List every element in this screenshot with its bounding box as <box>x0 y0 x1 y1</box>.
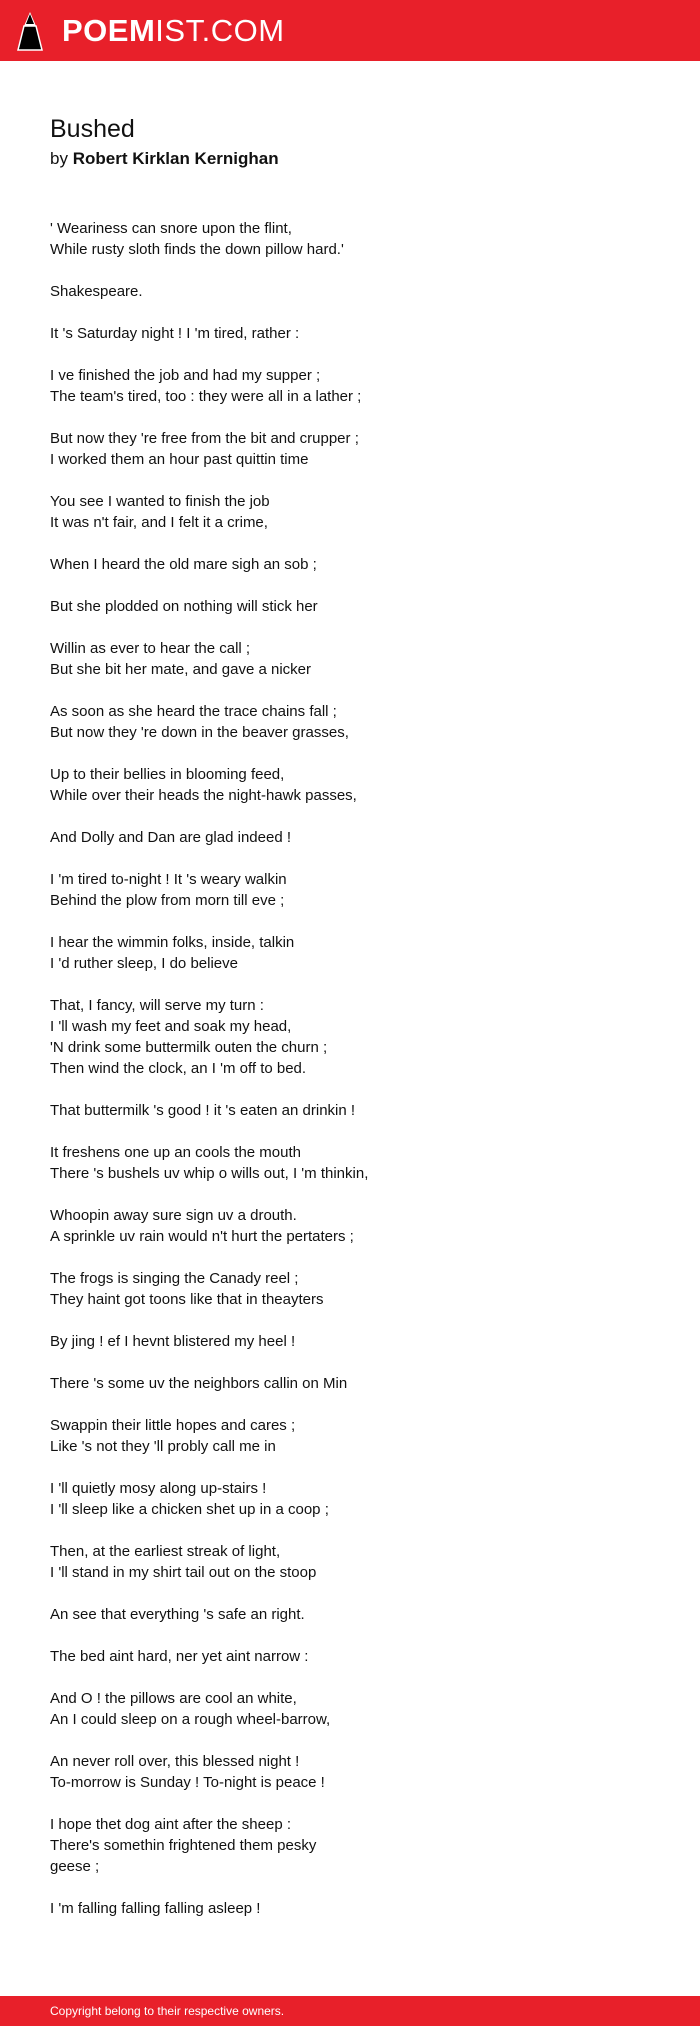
poem-stanza <box>50 1373 650 1394</box>
poem-stanza <box>50 1100 650 1121</box>
poem-stanza <box>50 1331 650 1352</box>
poem-stanza <box>50 1646 650 1667</box>
poem-line: An see that everything 's safe an right. <box>50 1606 305 1623</box>
poem-line: Willin as ever to hear the call ; <box>50 640 251 657</box>
poem-stanza <box>50 1268 650 1310</box>
poem-stanza <box>50 932 650 974</box>
poem-body <box>50 218 650 1940</box>
poem-line: Swappin their little hopes and cares ; <box>50 1417 296 1434</box>
poem-stanza <box>50 218 650 260</box>
poem-stanza <box>50 1604 650 1625</box>
poem-line: They haint got toons like that in theayters <box>50 1291 324 1308</box>
poem-line: The frogs is singing the Canady reel ; <box>50 1270 299 1287</box>
poem-stanza <box>50 1814 650 1877</box>
poem-line: It was n't fair, and I felt it a crime, <box>50 514 268 531</box>
poem-line: I 'm tired to-night ! It 's weary walkin <box>50 871 287 888</box>
poem-stanza <box>50 1688 650 1730</box>
poem-stanza <box>50 428 650 470</box>
poem-line: It freshens one up an cools the mouth <box>50 1144 301 1161</box>
poem-line: ' Weariness can snore upon the flint, <box>50 220 292 237</box>
logo-light-part: IST.COM <box>155 13 285 48</box>
poem-line: But now they 're free from the bit and crupper ; <box>50 430 359 447</box>
poem-line: I worked them an hour past quittin time <box>50 451 309 468</box>
poem-line: I 'll sleep like a chicken shet up in a coop ; <box>50 1501 329 1518</box>
poem-line: I 'd ruther sleep, I do believe <box>50 955 238 972</box>
poem-line: geese ; <box>50 1858 100 1875</box>
poem-line: When I heard the old mare sigh an sob ; <box>50 556 317 573</box>
poem-stanza <box>50 764 650 806</box>
site-footer <box>0 1996 700 2026</box>
poem-title: Bushed <box>50 115 135 143</box>
poem-line: I ve finished the job and had my supper ; <box>50 367 321 384</box>
by-label: by <box>50 149 68 168</box>
poem-stanza <box>50 1751 650 1793</box>
poem-line: I 'll quietly mosy along up-stairs ! <box>50 1480 267 1497</box>
poem-line: And Dolly and Dan are glad indeed ! <box>50 829 291 846</box>
poem-line: That, I fancy, will serve my turn : <box>50 997 264 1014</box>
poem-line: By jing ! ef I hevnt blistered my heel ! <box>50 1333 296 1350</box>
poem-stanza <box>50 596 650 617</box>
poem-stanza <box>50 1142 650 1184</box>
poem-line: Whoopin away sure sign uv a drouth. <box>50 1207 297 1224</box>
poem-line: Up to their bellies in blooming feed, <box>50 766 285 783</box>
logo-bold-part: POEM <box>62 13 156 48</box>
poem-line: You see I wanted to finish the job <box>50 493 270 510</box>
poem-line: It 's Saturday night ! I 'm tired, rather : <box>50 325 300 342</box>
poem-line: Behind the plow from morn till eve ; <box>50 892 285 909</box>
poem-stanza <box>50 1541 650 1583</box>
poem-stanza <box>50 281 650 302</box>
poem-line: That buttermilk 's good ! it 's eaten an drinkin ! <box>50 1102 356 1119</box>
site-header <box>0 0 700 61</box>
poem-line: Shakespeare. <box>50 283 143 300</box>
poem-line: As soon as she heard the trace chains fall ; <box>50 703 337 720</box>
poem-line: There 's bushels uv whip o wills out, I 'm thinkin, <box>50 1165 369 1182</box>
poem-line: While over their heads the night-hawk passes, <box>50 787 357 804</box>
site-logo-text <box>62 13 285 49</box>
copyright-text: Copyright belong to their respective owners. <box>50 2004 285 2018</box>
poem-stanza <box>50 365 650 407</box>
author-link[interactable]: Robert Kirklan Kernighan <box>72 149 279 168</box>
poem-stanza <box>50 1205 650 1247</box>
poem-line: But now they 're down in the beaver grasses, <box>50 724 349 741</box>
poem-line: While rusty sloth finds the down pillow hard.' <box>50 241 344 258</box>
poem-line: A sprinkle uv rain would n't hurt the pertaters ; <box>50 1228 354 1245</box>
poem-stanza <box>50 701 650 743</box>
poem-line: There 's some uv the neighbors callin on Min <box>50 1375 348 1392</box>
poem-line: I 'm falling falling falling asleep ! <box>50 1900 261 1917</box>
poem-stanza <box>50 869 650 911</box>
poem-line: Then, at the earliest streak of light, <box>50 1543 281 1560</box>
poem-line: An I could sleep on a rough wheel-barrow, <box>50 1711 331 1728</box>
poem-stanza <box>50 491 650 533</box>
poem-line: I 'll stand in my shirt tail out on the stoop <box>50 1564 317 1581</box>
poem-stanza <box>50 827 650 848</box>
poem-line: 'N drink some buttermilk outen the churn ; <box>50 1039 328 1056</box>
pencil-icon <box>17 12 43 52</box>
poem-line: Like 's not they 'll probly call me in <box>50 1438 276 1455</box>
poem-line: And O ! the pillows are cool an white, <box>50 1690 297 1707</box>
poem-line: The team's tired, too : they were all in a lather ; <box>50 388 362 405</box>
poem-stanza <box>50 323 650 344</box>
poem-line: But she bit her mate, and gave a nicker <box>50 661 311 678</box>
poem-line: The bed aint hard, ner yet aint narrow : <box>50 1648 309 1665</box>
poem-line: But she plodded on nothing will stick her <box>50 598 318 615</box>
poem-line: I hear the wimmin folks, inside, talkin <box>50 934 295 951</box>
poem-stanza <box>50 1415 650 1457</box>
poem-stanza <box>50 554 650 575</box>
poem-line: There's somethin frightened them pesky <box>50 1837 317 1854</box>
poem-line: I hope thet dog aint after the sheep : <box>50 1816 292 1833</box>
poem-stanza <box>50 638 650 680</box>
logo-link[interactable] <box>0 0 285 61</box>
poem-stanza <box>50 995 650 1079</box>
poem-line: Then wind the clock, an I 'm off to bed. <box>50 1060 307 1077</box>
poem-stanza <box>50 1478 650 1520</box>
poem-line: To-morrow is Sunday ! To-night is peace ! <box>50 1774 325 1791</box>
poem-line: I 'll wash my feet and soak my head, <box>50 1018 292 1035</box>
poem-stanza <box>50 1898 650 1919</box>
poem-byline <box>50 148 279 170</box>
poem-line: An never roll over, this blessed night ! <box>50 1753 300 1770</box>
